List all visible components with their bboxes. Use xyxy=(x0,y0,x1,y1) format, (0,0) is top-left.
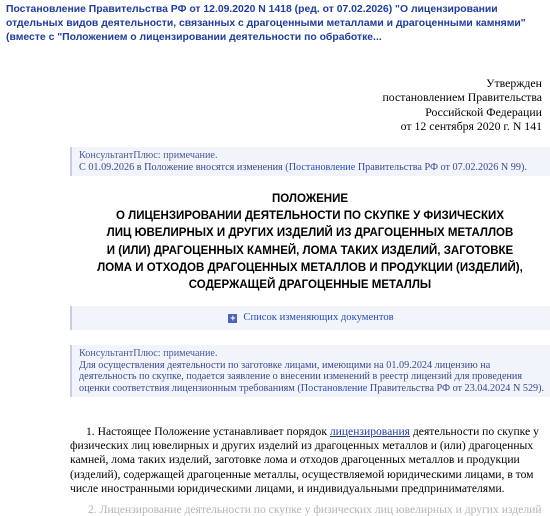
note-text-after: Правительства РФ от 07.02.2026 N 99). xyxy=(355,161,527,173)
paragraph-text: деятельности по скупке у физических лиц ювелирных и других изделий из драгоценных металлов и (или) драгоценных камней, лома таких изделий, заготовке лома и отходов драгоценных металлов и продукции (изделий), содержащей драгоценные металлы, осуществляемой юридическими лицами, в том числе иностранными юридическими лицами, и индивидуальными предпринимателями. xyxy=(70,425,539,495)
heading-line: И (ИЛИ) ДРАГОЦЕННЫХ КАМНЕЙ, ЛОМА ТАКИХ ИЗДЕЛИЙ, ЗАГОТОВКЕ xyxy=(106,244,514,257)
changes-list-toggle[interactable] xyxy=(70,306,550,330)
note-label: КонсультантПлюс: примечание. xyxy=(79,348,218,359)
consultant-note-2 xyxy=(70,345,550,397)
approval-line: Российской Федерации xyxy=(425,104,542,119)
licensing-link[interactable]: лицензирования xyxy=(329,425,410,438)
paragraph-text: 1. Настоящее Положение устанавливает порядок xyxy=(86,425,330,438)
heading-line: ЛОМА И ОТХОДОВ ДРАГОЦЕННЫХ МЕТАЛЛОВ И ПРОДУКЦИИ (ИЗДЕЛИЙ), xyxy=(97,261,523,274)
note-text xyxy=(79,360,550,395)
approval-line: от 12 сентября 2020 г. N 141 xyxy=(400,118,542,133)
decree-link[interactable]: Постановление xyxy=(288,161,356,173)
approval-line: постановлением Правительства xyxy=(382,90,542,105)
heading-line: ЛИЦ ЮВЕЛИРНЫХ И ДРУГИХ ИЗДЕЛИЙ ИЗ ДРАГОЦЕННЫХ МЕТАЛЛОВ xyxy=(106,227,514,240)
document-heading xyxy=(70,191,550,294)
document-title-link[interactable]: Постановление Правительства РФ от 12.09.2020 N 1418 (ред. от 07.02.2026) "О лицензировании отдельных видов деятельности, связанных с драгоценными металлами и драгоценными камнями" (вместе с "Положением о лицензировании деятельности по обработке... xyxy=(6,4,526,43)
changes-list-label[interactable]: Список изменяющих документов xyxy=(243,312,394,323)
decree-link[interactable]: Постановление xyxy=(300,382,368,394)
note-label: КонсультантПлюс: примечание. xyxy=(79,150,218,161)
note-text-after: Правительства РФ от 23.04.2024 N 529). xyxy=(367,382,545,394)
note-text-before: С 01.09.2026 в Положение вносятся изменения ( xyxy=(79,161,289,173)
heading-line: СОДЕРЖАЩЕЙ ДРАГОЦЕННЫЕ МЕТАЛЛЫ xyxy=(188,279,432,292)
paragraph-2-partial: 2. Лицензирование деятельности по скупке у физических лиц ювелирных и других изделий xyxy=(88,503,542,516)
heading-line: ПОЛОЖЕНИЕ xyxy=(271,193,349,205)
heading-line: О ЛИЦЕНЗИРОВАНИИ ДЕЯТЕЛЬНОСТИ ПО СКУПКЕ У ФИЗИЧЕСКИХ xyxy=(116,210,504,223)
consultant-note xyxy=(70,147,550,176)
note-text xyxy=(79,162,550,174)
expand-plus-icon[interactable]: + xyxy=(230,313,236,323)
approval-line: Утвержден xyxy=(486,76,542,90)
paragraph-1 xyxy=(70,425,540,496)
note-text-before: Для осуществления деятельности по заготовке лицами, имеющими на 01.09.2024 лицензию на деятельность по скупке, подается заявление о внесении изменений в реестр лицензий для проведения оценки соответствия лицензионным требованиям ( xyxy=(79,359,523,394)
approval-block xyxy=(382,76,542,133)
